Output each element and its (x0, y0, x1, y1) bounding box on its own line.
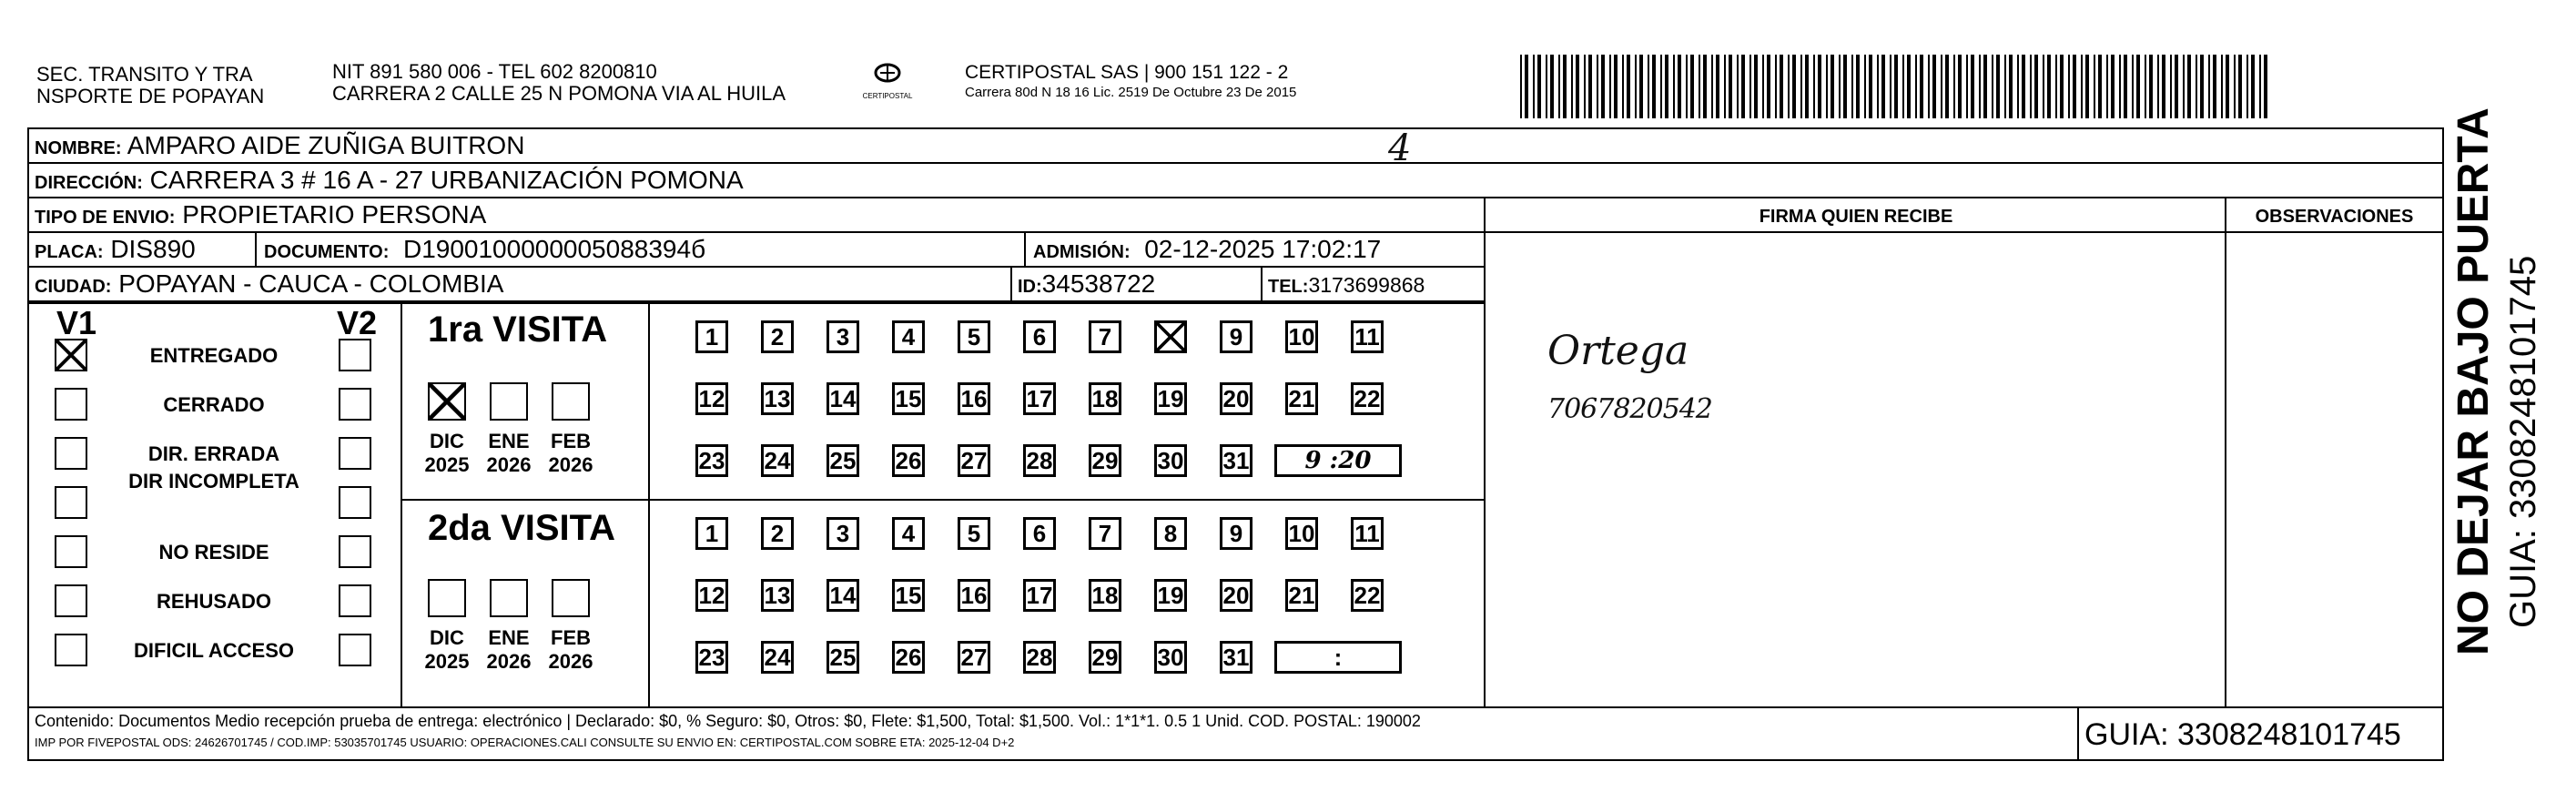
nombre-row: NOMBRE: AMPARO AIDE ZUÑIGA BUITRON (29, 129, 2442, 164)
day-box[interactable]: 15 (892, 579, 925, 612)
day-box[interactable]: 5 (958, 320, 990, 353)
day-box[interactable]: 22 (1351, 382, 1384, 415)
day-box[interactable]: 19 (1154, 579, 1187, 612)
footer-print-info: IMP POR FIVEPOSTAL ODS: 24626701745 / COD.IMP: 53035701745 USUARIO: OPERACIONES.CALI CONSULTE SU ENVIO EN: CERTIPOSTAL.COM SOBRE ETA: 2025-12-04 D+2 (35, 736, 1015, 749)
status-label: DIR. ERRADA (147, 442, 280, 465)
placa-value: DIS890 (110, 235, 196, 263)
day-box[interactable]: 9 (1220, 320, 1253, 353)
day-box[interactable]: 29 (1089, 444, 1121, 477)
status-label: ENTREGADO (149, 344, 279, 367)
barcode (1520, 55, 2267, 118)
month-checkbox[interactable] (428, 579, 466, 617)
day-box[interactable]: 29 (1089, 641, 1121, 674)
v2-header: V2 (337, 304, 378, 341)
placa-row: PLACA: DIS890 (29, 233, 1486, 268)
day-box[interactable]: 7 (1089, 517, 1121, 550)
status-label: DIFICIL ACCESO (133, 639, 294, 662)
month-label: ENE 2026 (486, 626, 532, 673)
day-box[interactable]: 25 (827, 444, 859, 477)
handwritten-number: 4 (1388, 127, 1412, 169)
sender-contact: NIT 891 580 006 - TEL 602 8200810 CARRERA 2 CALLE 25 N POMONA VIA AL HUILA (332, 60, 786, 105)
direccion-row: DIRECCIÓN: CARRERA 3 # 16 A - 27 URBANIZACIÓN POMONA (29, 164, 2442, 198)
v2-checkbox[interactable] (339, 388, 371, 421)
id-field: ID:34538722 (1018, 269, 1156, 298)
day-box[interactable]: 6 (1023, 320, 1056, 353)
day-box[interactable]: 27 (958, 641, 990, 674)
status-label: NO RESIDE (158, 541, 269, 564)
v1-checkbox[interactable] (55, 584, 87, 617)
tipo-value: PROPIETARIO PERSONA (182, 200, 487, 228)
v1-checkbox[interactable] (55, 388, 87, 421)
day-box[interactable]: 31 (1220, 641, 1253, 674)
day-box[interactable]: 16 (958, 579, 990, 612)
observaciones-header: OBSERVACIONES (2255, 207, 2414, 227)
day-box[interactable]: 28 (1023, 444, 1056, 477)
day-box[interactable]: 7 (1089, 320, 1121, 353)
v2-checkbox[interactable] (339, 486, 371, 519)
day-box[interactable]: 27 (958, 444, 990, 477)
day-box[interactable]: 26 (892, 641, 925, 674)
v2-checkbox[interactable] (339, 584, 371, 617)
day-box[interactable]: 15 (892, 382, 925, 415)
day-box[interactable]: 26 (892, 444, 925, 477)
v1-checkbox[interactable] (55, 339, 87, 371)
day-box[interactable] (1154, 320, 1187, 353)
visit2-title: 2da VISITA (428, 508, 615, 548)
month-checkbox[interactable] (552, 382, 590, 421)
day-box[interactable]: 24 (761, 444, 794, 477)
month-label: ENE 2026 (486, 430, 532, 476)
day-box[interactable]: 13 (761, 382, 794, 415)
signature-name: Ortega (1547, 328, 1689, 374)
side-guia: GUIA: 3308248101745 (2503, 255, 2543, 628)
direccion-value: CARRERA 3 # 16 A - 27 URBANIZACIÓN POMONA (149, 166, 744, 194)
day-box[interactable]: 4 (892, 320, 925, 353)
day-box[interactable]: 3 (827, 517, 859, 550)
tel-value: 3173699868 (1308, 273, 1425, 297)
day-box[interactable]: 23 (695, 641, 728, 674)
day-box[interactable]: 21 (1285, 382, 1318, 415)
day-box[interactable]: 23 (695, 444, 728, 477)
documento-value: D1900100000005088394б (402, 235, 706, 263)
no-dejar-warning: NO DEJAR BAJO PUERTA (2449, 107, 2498, 655)
footer-content: Contenido: Documentos Medio recepción prueba de entrega: electrónico | Declarado: $0, % Seguro: $0, Otros: $0, Flete: $1,500, Total: $1,500. Vol.: 1*1*1. 0.5 1 Unid. COD. POSTAL: 190002 (35, 712, 1421, 730)
day-box[interactable]: 20 (1220, 579, 1253, 612)
day-box[interactable]: 13 (761, 579, 794, 612)
day-box[interactable]: 21 (1285, 579, 1318, 612)
day-box[interactable]: 11 (1351, 517, 1384, 550)
id-value: 34538722 (1041, 269, 1156, 298)
firma-header: FIRMA QUIEN RECIBE (1759, 207, 1953, 227)
day-box[interactable]: 20 (1220, 382, 1253, 415)
ciudad-value: POPAYAN - CAUCA - COLOMBIA (118, 269, 504, 298)
sender-name: SEC. TRANSITO Y TRA NSPORTE DE POPAYAN (36, 63, 265, 107)
month-label: DIC 2025 (424, 430, 470, 476)
visit1-title: 1ra VISITA (428, 310, 608, 350)
admision-value: 02-12-2025 17:02:17 (1144, 235, 1382, 263)
day-box[interactable]: 31 (1220, 444, 1253, 477)
day-box[interactable]: 14 (827, 579, 859, 612)
day-box[interactable]: 22 (1351, 579, 1384, 612)
day-box[interactable]: 6 (1023, 517, 1056, 550)
day-box[interactable]: 10 (1285, 320, 1318, 353)
tipo-row: TIPO DE ENVIO: PROPIETARIO PERSONA (29, 198, 1486, 233)
admision-field: ADMISIÓN: 02-12-2025 17:02:17 (1033, 235, 1382, 263)
v1-checkbox[interactable] (55, 437, 87, 470)
day-box[interactable]: 10 (1285, 517, 1318, 550)
month-checkbox[interactable] (490, 579, 528, 617)
nombre-value: AMPARO AIDE ZUÑIGA BUITRON (127, 131, 525, 159)
day-box[interactable]: 30 (1154, 444, 1187, 477)
day-box[interactable]: 8 (1154, 517, 1187, 550)
day-box[interactable]: 4 (892, 517, 925, 550)
status-label: REHUSADO (157, 590, 271, 613)
status-label: DIR INCOMPLETA (128, 470, 299, 492)
day-box[interactable]: 11 (1351, 320, 1384, 353)
v2-checkbox[interactable] (339, 634, 371, 666)
day-box[interactable]: 14 (827, 382, 859, 415)
day-box[interactable]: 28 (1023, 641, 1056, 674)
tel-field: TEL:3173699868 (1268, 273, 1425, 297)
day-box[interactable]: 2 (761, 320, 794, 353)
day-box[interactable]: 16 (958, 382, 990, 415)
company-info: CERTIPOSTAL SAS | 900 151 122 - 2 Carrera 80d N 18 16 Lic. 2519 De Octubre 23 De 2015 (965, 62, 1297, 100)
month-label: FEB 2026 (548, 430, 593, 476)
v1-checkbox[interactable] (55, 486, 87, 519)
day-box[interactable]: 1 (695, 320, 728, 353)
month-label: DIC 2025 (424, 626, 470, 673)
v1-checkbox[interactable] (55, 535, 87, 568)
month-label: FEB 2026 (548, 626, 593, 673)
day-box[interactable]: 3 (827, 320, 859, 353)
certipostal-logo (860, 53, 915, 107)
v2-checkbox[interactable] (339, 339, 371, 371)
day-box[interactable]: 12 (695, 382, 728, 415)
documento-field: DOCUMENTO: D1900100000005088394б (264, 235, 706, 263)
day-box[interactable]: 24 (761, 641, 794, 674)
day-box[interactable]: 5 (958, 517, 990, 550)
time-box[interactable]: 9 :20 (1274, 444, 1402, 477)
v2-checkbox[interactable] (339, 535, 371, 568)
v1-checkbox[interactable] (55, 634, 87, 666)
signature-number: 7067820542 (1547, 393, 1712, 425)
status-label: CERRADO (163, 393, 265, 416)
month-checkbox[interactable] (552, 579, 590, 617)
day-box[interactable]: 30 (1154, 641, 1187, 674)
day-box[interactable]: 17 (1023, 382, 1056, 415)
day-box[interactable]: 9 (1220, 517, 1253, 550)
day-box[interactable]: 17 (1023, 579, 1056, 612)
day-box[interactable]: 18 (1089, 579, 1121, 612)
day-box[interactable]: 19 (1154, 382, 1187, 415)
day-box[interactable]: 2 (761, 517, 794, 550)
month-checkbox[interactable] (490, 382, 528, 421)
footer-guia: GUIA: 3308248101745 (2084, 717, 2401, 752)
month-checkbox[interactable] (428, 382, 466, 421)
v1-header: V1 (56, 304, 97, 341)
day-box[interactable]: 1 (695, 517, 728, 550)
v2-checkbox[interactable] (339, 437, 371, 470)
ciudad-row: CIUDAD: POPAYAN - CAUCA - COLOMBIA (29, 268, 1486, 302)
day-box[interactable]: 18 (1089, 382, 1121, 415)
day-box[interactable]: 25 (827, 641, 859, 674)
day-box[interactable]: 12 (695, 579, 728, 612)
svg-text:CERTIPOSTAL: CERTIPOSTAL (862, 92, 913, 100)
time-box[interactable]: : (1274, 641, 1402, 674)
